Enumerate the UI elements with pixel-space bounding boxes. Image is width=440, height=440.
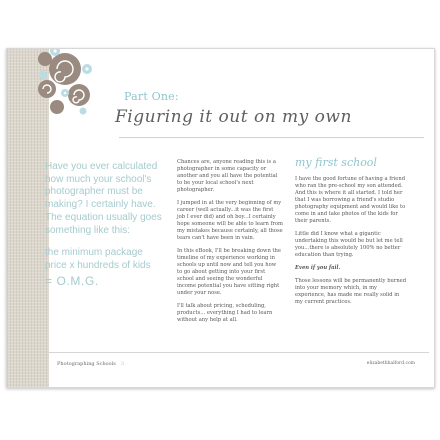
paragraph: In this eBook, I'll be breaking down the timeline of my experience working in schools up until now and tell you how to go about getting into your first school and seeing the wonderful income potential you have sitting right under your nose. [177,248,281,296]
paragraph: Those lessons will be permanently burned into your memory which, in my experience, has made me really solid in my current practices. [295,278,407,305]
paragraph: I have the good fortune of having a friend who ran the pre-school my son attended. And this is where it all started. I told her that I was borrowing a friend's studio photography equipment and would like to come in and take photos of the kids for their parents. [295,176,406,224]
right-column [295,176,407,312]
part-label: Part One: [124,90,179,103]
emphasis-line: Even if you fail. [295,265,341,271]
chapter-title: Figuring it out on my own [115,107,352,127]
paragraph: I'll talk about pricing, scheduling, products... everything I had to learn without any help at all. [177,303,273,323]
pull-quote-text: Have you ever calculated how much your school's photographer must be making? I certainly have. The equation usually goes something like this: [45,161,162,236]
title-divider [119,137,424,138]
middle-column [177,159,283,330]
paragraph: I jumped in at the very beginning of my career (well actually...it was the first job I ever did) and oh boy...I certainly hope someone will be able to learn from my mistakes because certainly, all those tears can't have been in vain. [177,200,283,241]
pull-quote-formula: the minimum package price x hundreds of kids [45,247,151,271]
pull-quote-result: = O.M.G. [45,273,99,288]
swirl-flourish-icon [35,48,105,119]
footer-divider [49,352,429,353]
pull-quote [45,161,167,287]
footer-title [57,361,124,367]
paragraph: Chances are, anyone reading this is a photographer in some capacity or another and you all have the potential to be your local school's next photographer. [177,159,278,193]
section-heading: my first school [295,156,377,169]
ebook-page [6,48,435,388]
page-number: 3 [120,361,125,367]
footer-book-title: Photographing Schools [57,361,116,367]
paragraph: Little did I know what a gigantic undertaking this would be but let me tell you...there is absolutely 100% no better education than trying. [295,231,403,258]
footer-website[interactable]: elizabethhalford.com [366,361,415,366]
